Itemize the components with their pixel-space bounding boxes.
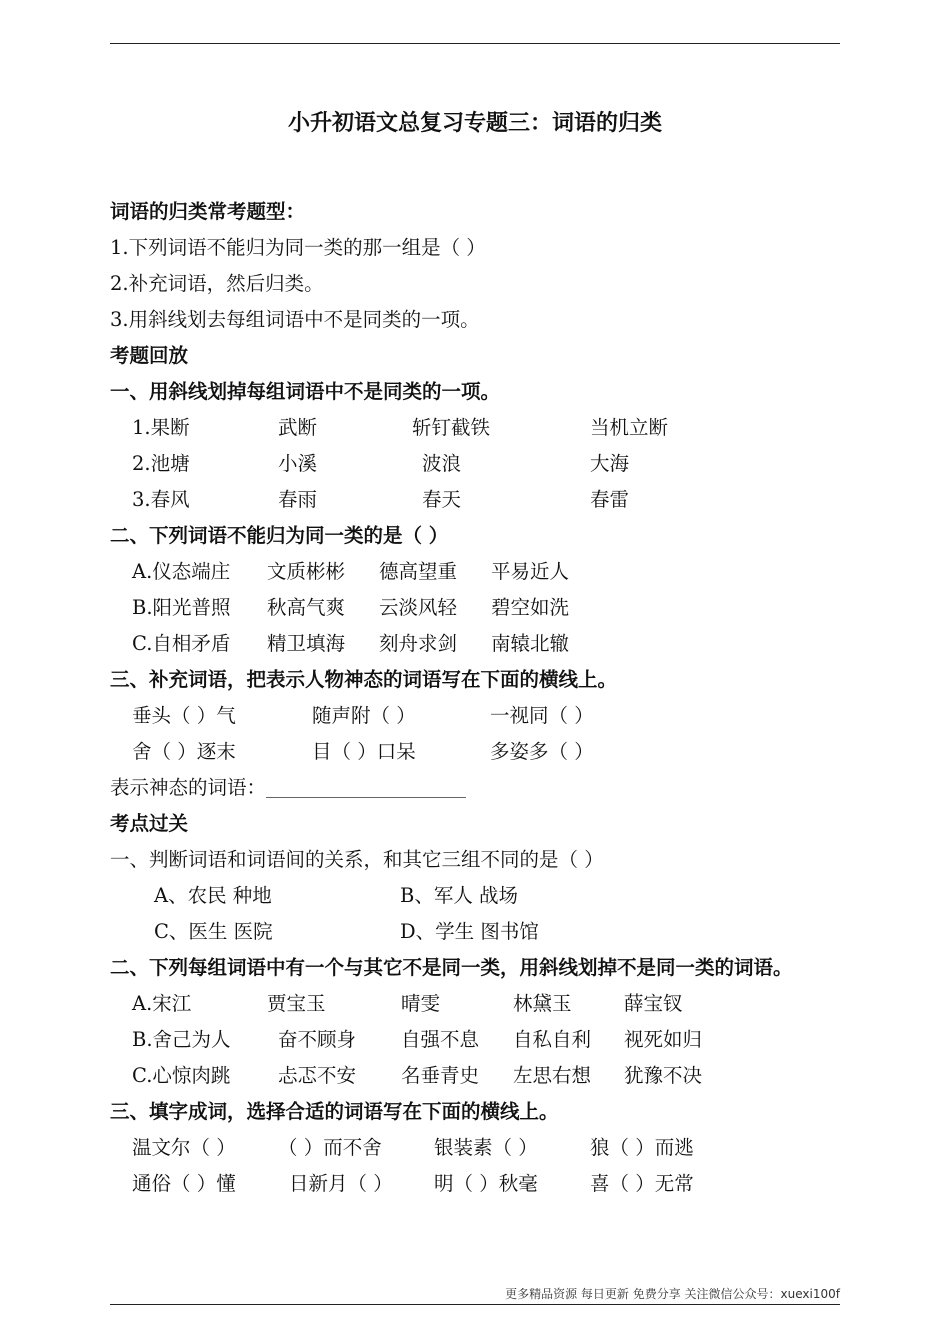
fill-in: 温文尔（ ） [132,1136,236,1159]
section-pass-heading: 考点过关 [110,812,189,835]
word: 视死如归 [624,1028,703,1051]
r1-row [110,446,845,482]
option-a: A、农民 种地 [154,884,272,907]
word: 当机立断 [590,416,669,439]
word: 小溪 [278,452,318,475]
fill-in: 日新月（ ） [289,1172,393,1195]
p2-row [110,1022,845,1058]
word: 大海 [590,452,630,475]
p2-row [110,986,845,1022]
word: 自私自利 [513,1028,592,1051]
option-a: A.仪态端庄 [132,560,231,583]
p2-row [110,1058,845,1094]
option-b: B、军人 战场 [400,884,519,907]
type-item: 1.下列词语不能归为同一类的那一组是（ ） [110,236,486,259]
p1-heading: 一、判断词语和词语间的关系，和其它三组不同的是（ ） [110,848,604,871]
r1-row [110,410,845,446]
page-title: 小升初语文总复习专题三：词语的归类 [287,111,662,136]
word: 碧空如洗 [491,596,570,619]
word: 云淡风轻 [379,596,458,619]
r2-row [110,590,845,626]
word: 波浪 [422,452,462,475]
option-b: B.阳光普照 [132,596,231,619]
answer-blank[interactable] [266,775,466,798]
r3-row [110,734,845,770]
word: 武断 [278,416,318,439]
p3-heading: 三、填字成词，选择合适的词语写在下面的横线上。 [110,1100,559,1123]
p1-row [110,914,845,950]
r2-heading: 二、下列词语不能归为同一类的是（ ） [110,524,449,547]
option-c: C.心惊肉跳 [132,1064,231,1087]
fill-in: 银装素（ ） [434,1136,538,1159]
word: 名垂青史 [401,1064,480,1087]
word: 斩钉截铁 [412,416,491,439]
fill-in: 垂头（ ）气 [132,704,236,727]
fill-in: 一视同（ ） [490,704,594,727]
word: 忐忑不安 [278,1064,357,1087]
fill-in: 喜（ ）无常 [590,1172,694,1195]
r3-heading: 三、补充词语，把表示人物神态的词语写在下面的横线上。 [110,668,618,691]
word: 平易近人 [491,560,570,583]
type-item: 3.用斜线划去每组词语中不是同类的一项。 [110,308,480,331]
word: 晴雯 [401,992,441,1015]
fill-in: 狼（ ）而逃 [590,1136,694,1159]
word: 2.池塘 [132,452,190,475]
footer-note: 更多精品资源 每日更新 免费分享 关注微信公众号：xuexi100f [505,1287,840,1301]
word: 南辕北辙 [491,632,570,655]
r3-answer-line [110,770,845,806]
p3-row [110,1166,845,1202]
fill-in: 多姿多（ ） [490,740,594,763]
word: 薛宝钗 [624,992,683,1015]
r1-row [110,482,845,518]
r2-row [110,554,845,590]
word: 文质彬彬 [267,560,346,583]
word: 精卫填海 [267,632,346,655]
fill-in: （ ）而不舍 [278,1136,382,1159]
p2-heading: 二、下列每组词语中有一个与其它不是同一类，用斜线划掉不是同一类的词语。 [110,956,793,979]
word: 春雨 [278,488,318,511]
word: 自强不息 [401,1028,480,1051]
word: 刻舟求剑 [379,632,458,655]
word: 左思右想 [513,1064,592,1087]
word: 奋不顾身 [278,1028,357,1051]
fill-in: 舍（ ）逐末 [132,740,236,763]
document-body [110,194,845,1202]
option-a: A.宋江 [132,992,192,1015]
word: 犹豫不决 [624,1064,703,1087]
word: 春雷 [590,488,630,511]
r1-heading: 一、用斜线划掉每组词语中不是同类的一项。 [110,380,501,403]
bottom-rule [110,1304,840,1305]
p1-row [110,878,845,914]
option-d: D、学生 图书馆 [400,920,539,943]
option-c: C、医生 医院 [154,920,273,943]
type-item: 2.补充词语，然后归类。 [110,272,324,295]
fill-in: 随声附（ ） [312,704,416,727]
word: 秋高气爽 [267,596,346,619]
word: 春天 [422,488,462,511]
top-rule [110,43,840,44]
word: 贾宝玉 [267,992,326,1015]
p3-row [110,1130,845,1166]
fill-in: 通俗（ ）懂 [132,1172,236,1195]
fill-in: 明（ ）秋毫 [434,1172,538,1195]
word: 林黛玉 [513,992,572,1015]
section-review-heading: 考题回放 [110,344,189,367]
fill-in: 目（ ）口呆 [312,740,416,763]
word: 1.果断 [132,416,190,439]
r3-row [110,698,845,734]
option-c: C.自相矛盾 [132,632,231,655]
r2-row [110,626,845,662]
types-heading: 词语的归类常考题型： [110,200,306,223]
word: 3.春风 [132,488,190,511]
option-b: B.舍己为人 [132,1028,231,1051]
word: 德高望重 [379,560,458,583]
answer-label: 表示神态的词语： [110,776,267,799]
